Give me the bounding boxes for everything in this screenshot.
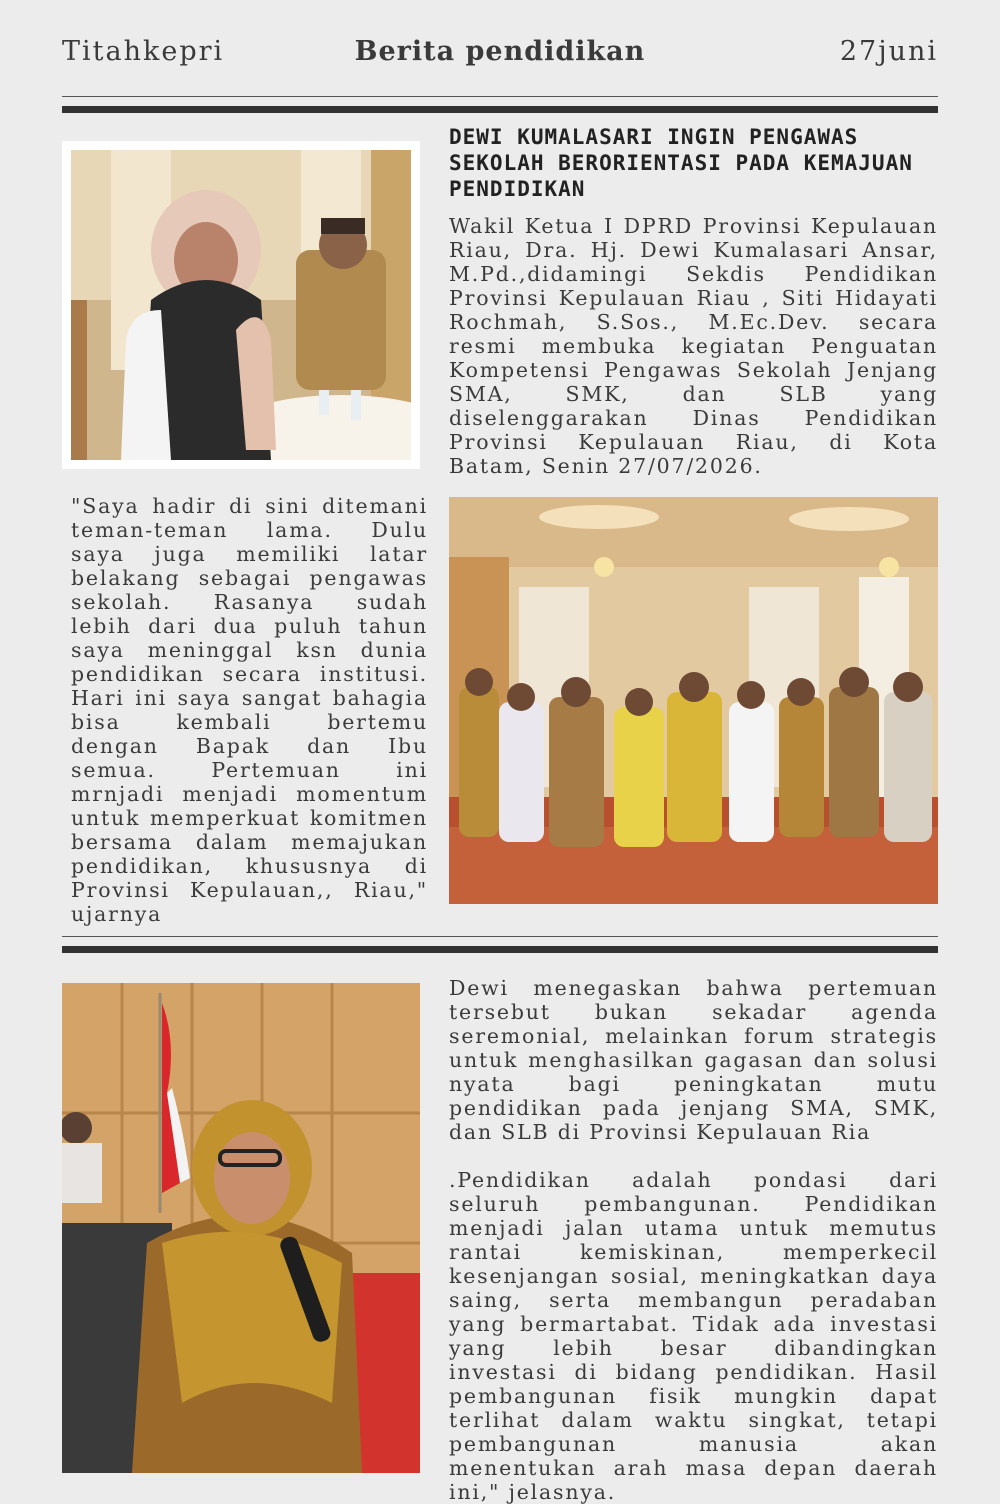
article-lead: Wakil Ketua I DPRD Provinsi Kepulauan Riau, Dra. Hj. Dewi Kumalasari Ansar, M.Pd.,didamingi Sekdis Pendidikan Provinsi Kepulauan Riau , Siti Hidayati Rochmah, S.Sos., M.Ec.Dev. secara resmi membuka kegiatan Penguatan Kompetensi Pengawas Sekolah Jenjang SMA, SMK, dan SLB yang diselenggarakan Dinas Pendidikan Provinsi Kepulauan Riau, di Kota Batam, Senin 27/07/2026. xyxy=(449,214,938,478)
photo-dewi-greeting xyxy=(62,141,420,469)
article-body: Dewi menegaskan bahwa pertemuan tersebut bukan sekadar agenda seremonial, melainkan forum strategis untuk menghasilkan gagasan dan solusi nyata bagi peningkatan mutu pendidikan pada jenjang SMA, SMK, dan SLB di Provinsi Kepulauan Ria .Pendidikan adalah pondasi dari seluruh pembangunan. Pendidikan menjadi jalan utama untuk memutus rantai kemiskinan, memperkecil kesenjangan sosial, meningkatkan daya saing, serta membangun peradaban yang bermartabat. Tidak ada investasi yang lebih besar dibandingkan investasi di bidang pendidikan. Hasil pembangunan fisik mungkin dapat terlihat dalam waktu singkat, tetapi pembangunan manusia akan menentukan arah masa depan daerah ini," jelasnya. xyxy=(449,976,938,1504)
divider-thick-2 xyxy=(62,946,938,953)
divider-thick xyxy=(62,106,938,113)
article-quote: "Saya hadir di sini ditemani teman-teman lama. Dulu saya juga memiliki latar belakang sebagai pengawas sekolah. Rasanya sudah lebih dari dua puluh tahun saya meninggal ksn dunia pendidikan secara institusi. Hari ini saya sangat bahagia bisa kembali bertemu dengan Bapak dan Ibu semua. Pertemuan ini mrnjadi menjadi momentum untuk memperkuat komitmen bersama dalam memajukan pendidikan, khususnya di Provinsi Kepulauan,, Riau," ujarnya xyxy=(71,494,428,926)
article-headline: DEWI KUMALASARI INGIN PENGAWAS SEKOLAH BERORIENTASI PADA KEMAJUAN PENDIDIKAN xyxy=(449,125,913,201)
divider-thin-2 xyxy=(62,936,938,937)
photo-group xyxy=(449,497,938,904)
section-title: Berita pendidikan xyxy=(354,36,646,67)
masthead xyxy=(62,32,938,76)
site-name: Titahkepri xyxy=(62,36,225,67)
issue-date: 27juni xyxy=(839,36,938,67)
divider-thin xyxy=(62,96,938,97)
photo-speaker xyxy=(62,983,420,1473)
